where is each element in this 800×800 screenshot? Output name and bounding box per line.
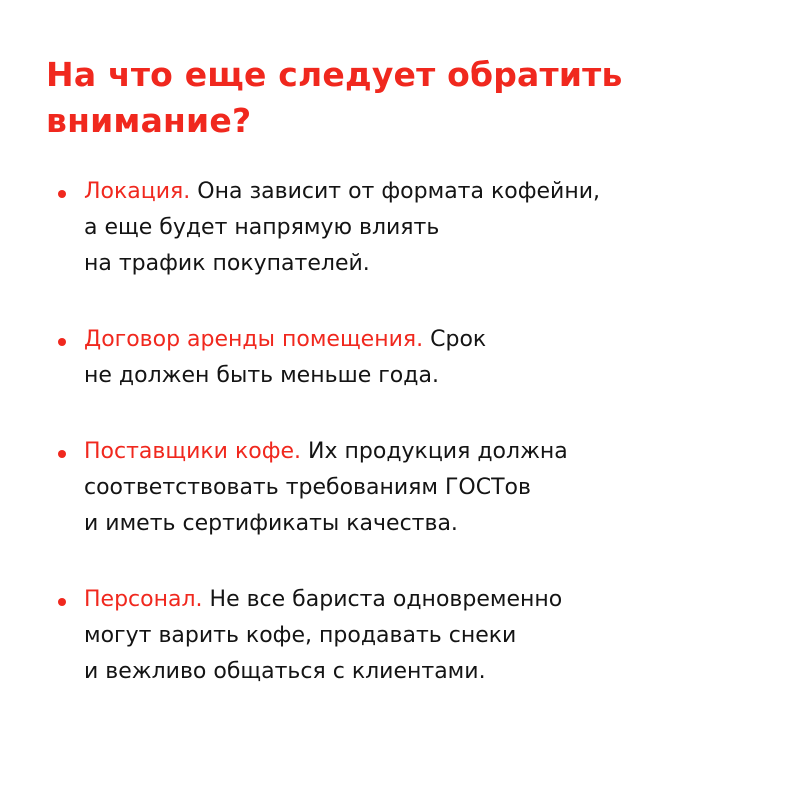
- item-text: Не все бариста одновременно: [202, 587, 563, 612]
- item-term: Поставщики кофе.: [84, 439, 302, 464]
- item-term: Договор аренды помещения.: [84, 327, 424, 352]
- item-term: Персонал.: [84, 587, 203, 612]
- item-text-line: могут варить кофе, продавать снеки: [84, 623, 517, 648]
- item-first-line: [84, 434, 758, 470]
- bullet-icon: [58, 598, 66, 606]
- title-line: внимание?: [46, 101, 252, 140]
- list-item-staff: [58, 582, 758, 690]
- list-item-lease: [58, 322, 758, 394]
- page-title: [46, 52, 766, 144]
- item-text: Их продукция должна: [301, 439, 568, 464]
- item-text-line: и иметь сертификаты качества.: [84, 511, 458, 536]
- bullet-icon: [58, 450, 66, 458]
- item-first-line: [84, 322, 758, 358]
- item-text-line: не должен быть меньше года.: [84, 363, 439, 388]
- item-first-line: [84, 582, 758, 618]
- item-text-line: соответствовать требованиям ГОСТов: [84, 475, 531, 500]
- item-text: Срок: [423, 327, 487, 352]
- item-term: Локация.: [84, 179, 191, 204]
- item-text: Она зависит от формата кофейни,: [190, 179, 601, 204]
- bullet-icon: [58, 190, 66, 198]
- list-item-suppliers: [58, 434, 758, 542]
- title-line: На что еще следует обратить: [46, 55, 623, 94]
- bullet-list: [58, 174, 758, 730]
- item-text-line: на трафик покупателей.: [84, 251, 370, 276]
- bullet-icon: [58, 338, 66, 346]
- item-first-line: [84, 174, 758, 210]
- item-text-line: а еще будет напрямую влиять: [84, 215, 440, 240]
- item-text-line: и вежливо общаться с клиентами.: [84, 659, 486, 684]
- list-item-location: [58, 174, 758, 282]
